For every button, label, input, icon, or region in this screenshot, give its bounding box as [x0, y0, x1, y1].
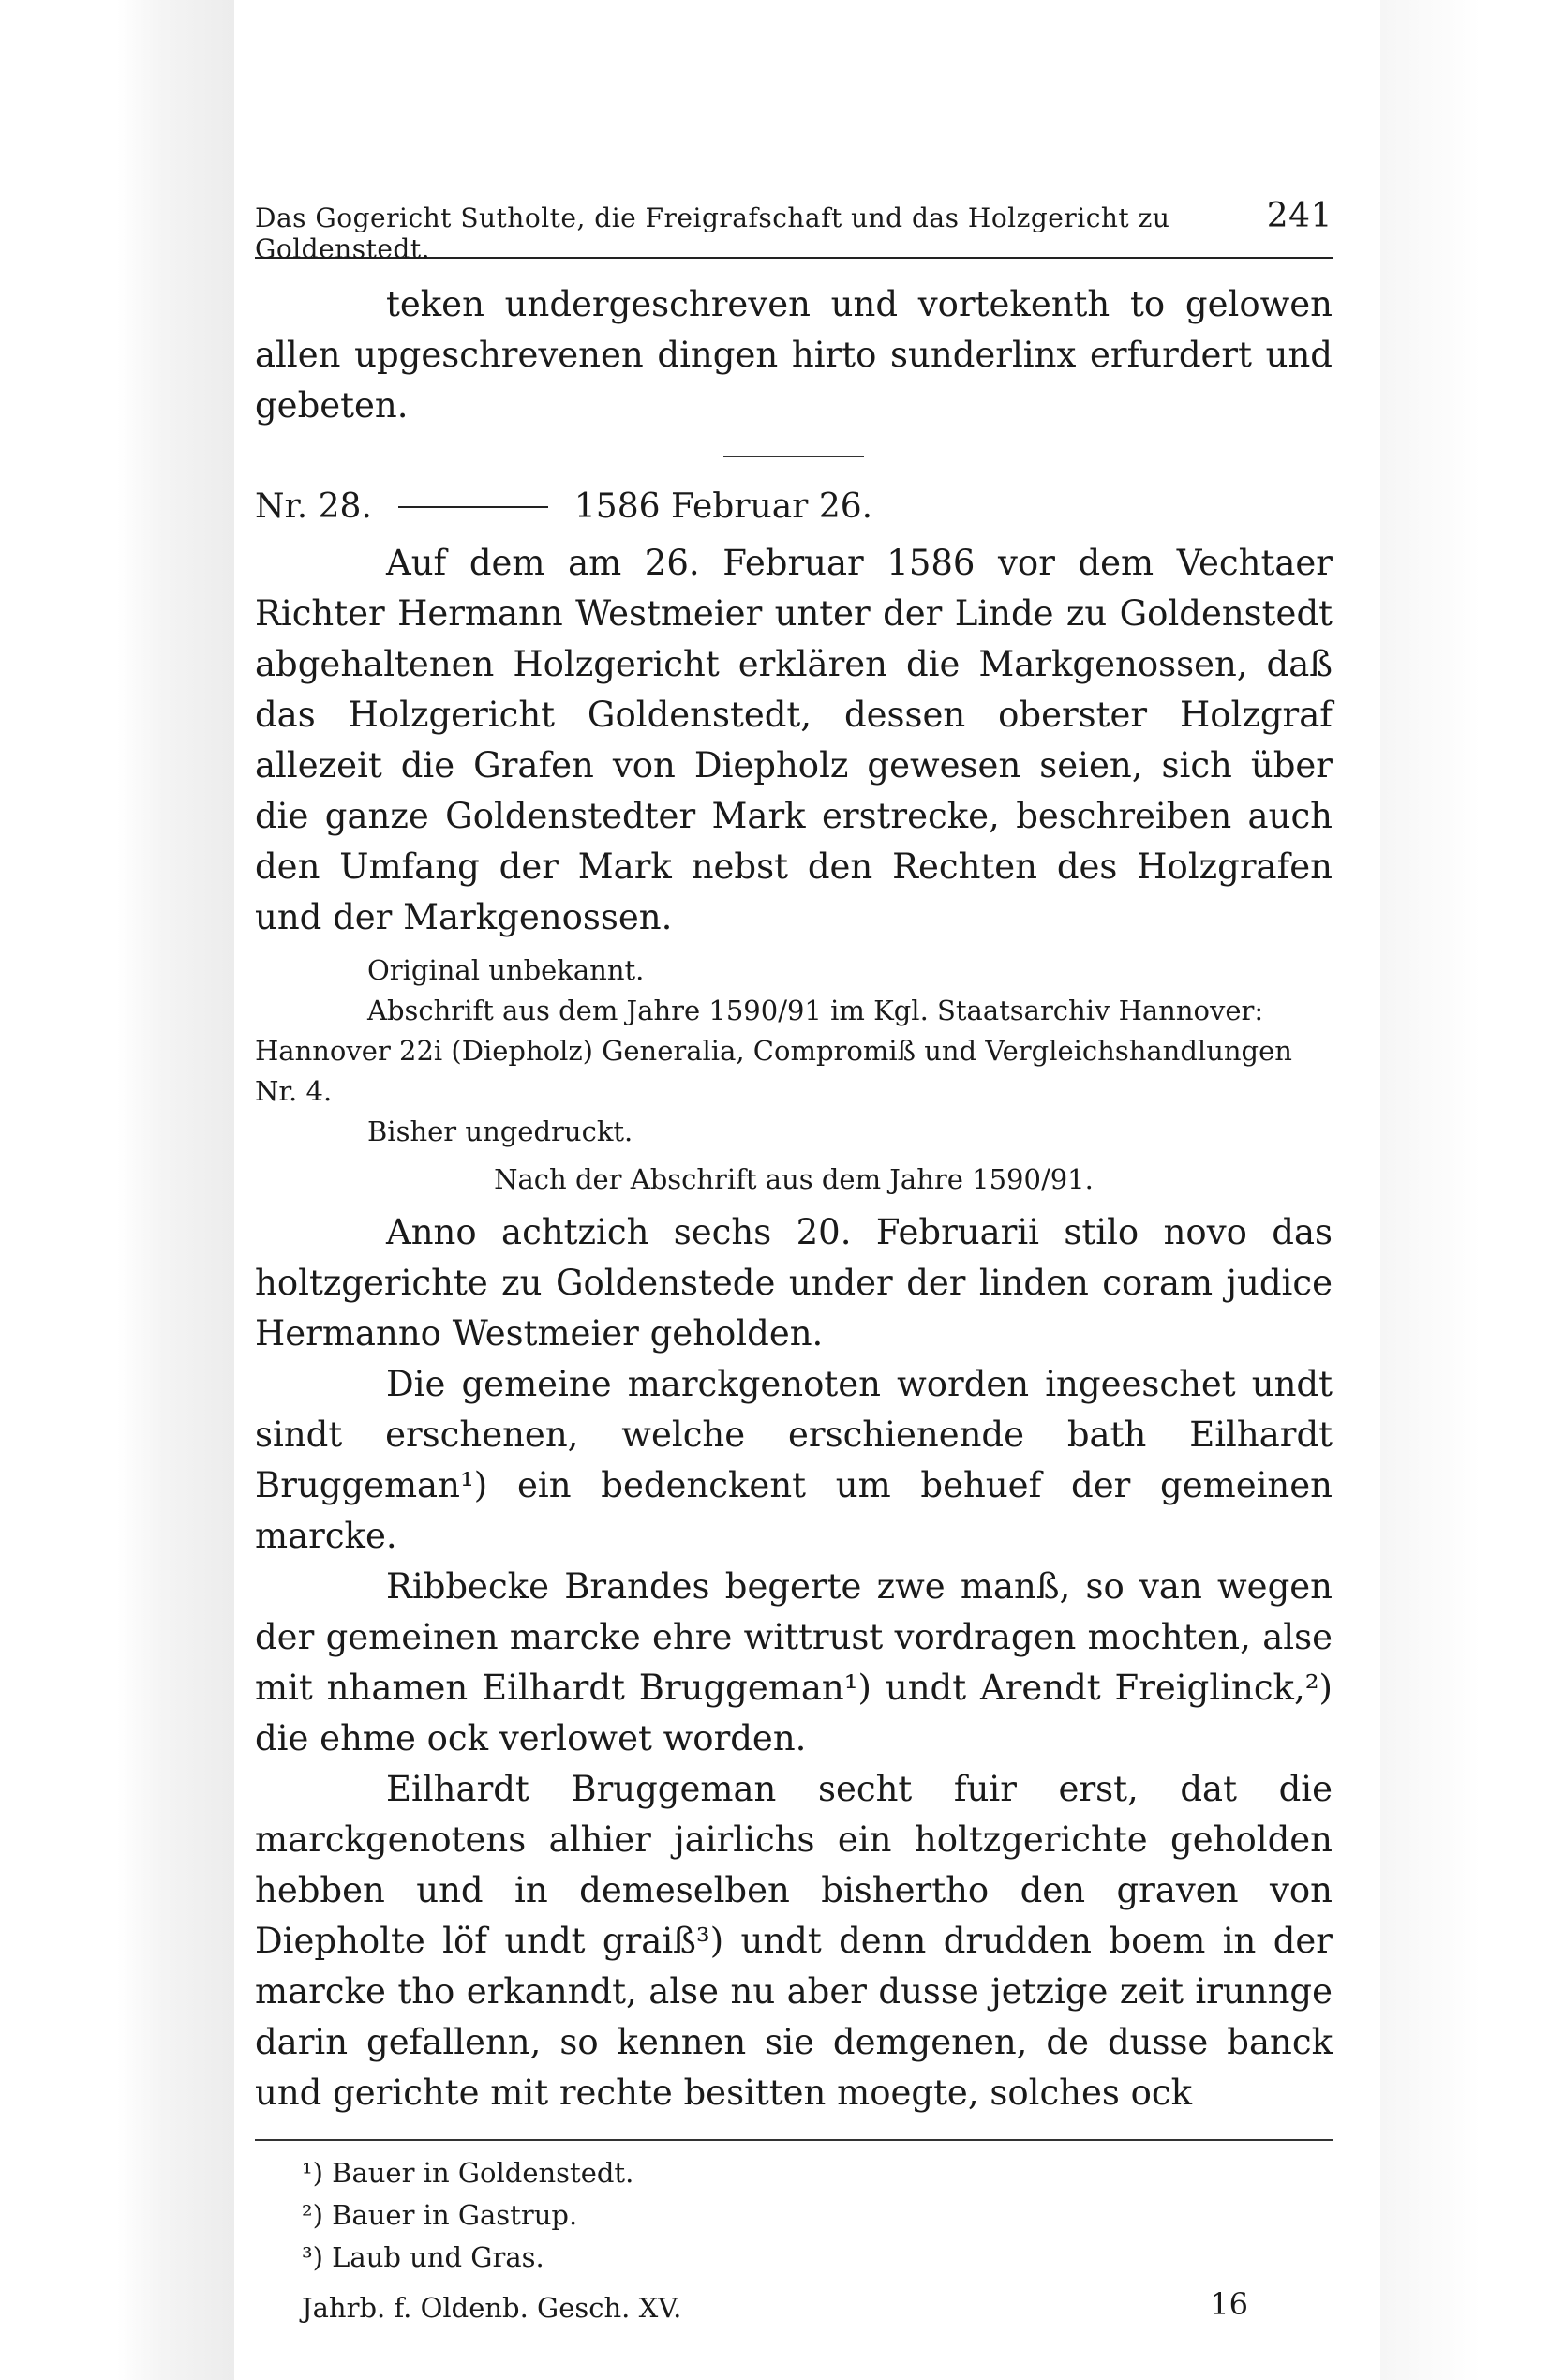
document-number: Nr. 28. [255, 487, 372, 526]
footnote: ¹) Bauer in Goldenstedt. [302, 2157, 634, 2189]
heading-dash [398, 506, 548, 508]
page-footer [255, 2286, 1333, 2333]
footnotes [255, 2139, 1333, 2279]
page-number: 241 [1266, 197, 1333, 235]
document-heading [255, 482, 1333, 532]
critical-apparatus [255, 951, 1333, 1152]
signature-line: Jahrb. f. Oldenb. Gesch. XV. [302, 2292, 682, 2324]
scan-margin-shade-right [1380, 0, 1549, 2380]
text-paragraph: Eilhardt Bruggeman secht fuir erst, dat die marckgenotens alhier jairlichs ein holtzgerichte geholden hebben und in demeselben bishertho den graven von Diepholte löf undt graiß³) undt denn drudden boem in der marcke tho erkanndt, alse nu aber dusse jetzige zeit irunnge darin gefallenn, so kennen sie demgenen, de dusse banck und gerichte mit rechte besitten moegte, solches ock [255, 1769, 1333, 2113]
text-paragraph: Ribbecke Brandes begerte zwe manß, so van wegen der gemeinen marcke ehre wittrust vordragen mochten, alse mit nhamen Eilhardt Bruggeman¹) undt Arendt Freiglinck,²) die ehme ock verlowet worden. [255, 1566, 1333, 1759]
document-date: 1586 Februar 26. [573, 487, 873, 526]
footnote: ²) Bauer in Gastrup. [302, 2199, 578, 2231]
section-divider [723, 456, 864, 457]
text-paragraph: Die gemeine marckgenoten worden ingeeschet undt sindt erschenen, welche erschienende bath Eilhardt Bruggeman¹) ein bedenckent um behuef der gemeinen marcke. [255, 1364, 1333, 1556]
document-regest: Auf dem am 26. Februar 1586 vor dem Vechtaer Richter Hermann Westmeier unter der Linde zu Goldenstedt abgehaltenen Holzgericht erklären die Markgenossen, daß das Holzgericht Goldenstedt, dessen oberster Holzgraf allezeit die Grafen von Diepholz gewesen seien, sich über die ganze Goldenstedter Mark erstrecke, beschreiben auch den Umfang der Mark nebst den Rechten des Holzgrafen und der Markgenossen. [255, 543, 1333, 937]
opening-paragraph: teken undergeschreven und vortekenth to gelowen allen upgeschrevenen dingen hirto sunderlinx erfurdert und gebeten. [255, 284, 1333, 426]
document-text [255, 1207, 1333, 2118]
scan-margin-shade-left [0, 0, 234, 2380]
apparatus-line: Abschrift aus dem Jahre 1590/91 im Kgl. Staatsarchiv Hannover: Hannover 22i (Diepholz) Generalia, Compromiß und Vergleichshandlungen Nr. 4. [255, 995, 1292, 1107]
apparatus-line: Bisher ungedruckt. [367, 1115, 633, 1147]
running-head-title: Das Gogericht Sutholte, die Freigrafschaft und das Holzgericht zu Goldenstedt. [255, 202, 1170, 264]
source-note: Nach der Abschrift aus dem Jahre 1590/91. [494, 1163, 1094, 1195]
apparatus-line: Original unbekannt. [367, 954, 645, 986]
sheet-number: 16 [1210, 2286, 1248, 2322]
book-page [255, 197, 1333, 2333]
main-text [255, 279, 1333, 943]
text-paragraph: Anno achtzich sechs 20. Februarii stilo novo das holtzgerichte zu Goldenstede under der linden coram judice Hermanno Westmeier geholden. [255, 1212, 1333, 1354]
running-head [255, 197, 1333, 264]
footnote: ³) Laub und Gras. [302, 2241, 544, 2273]
